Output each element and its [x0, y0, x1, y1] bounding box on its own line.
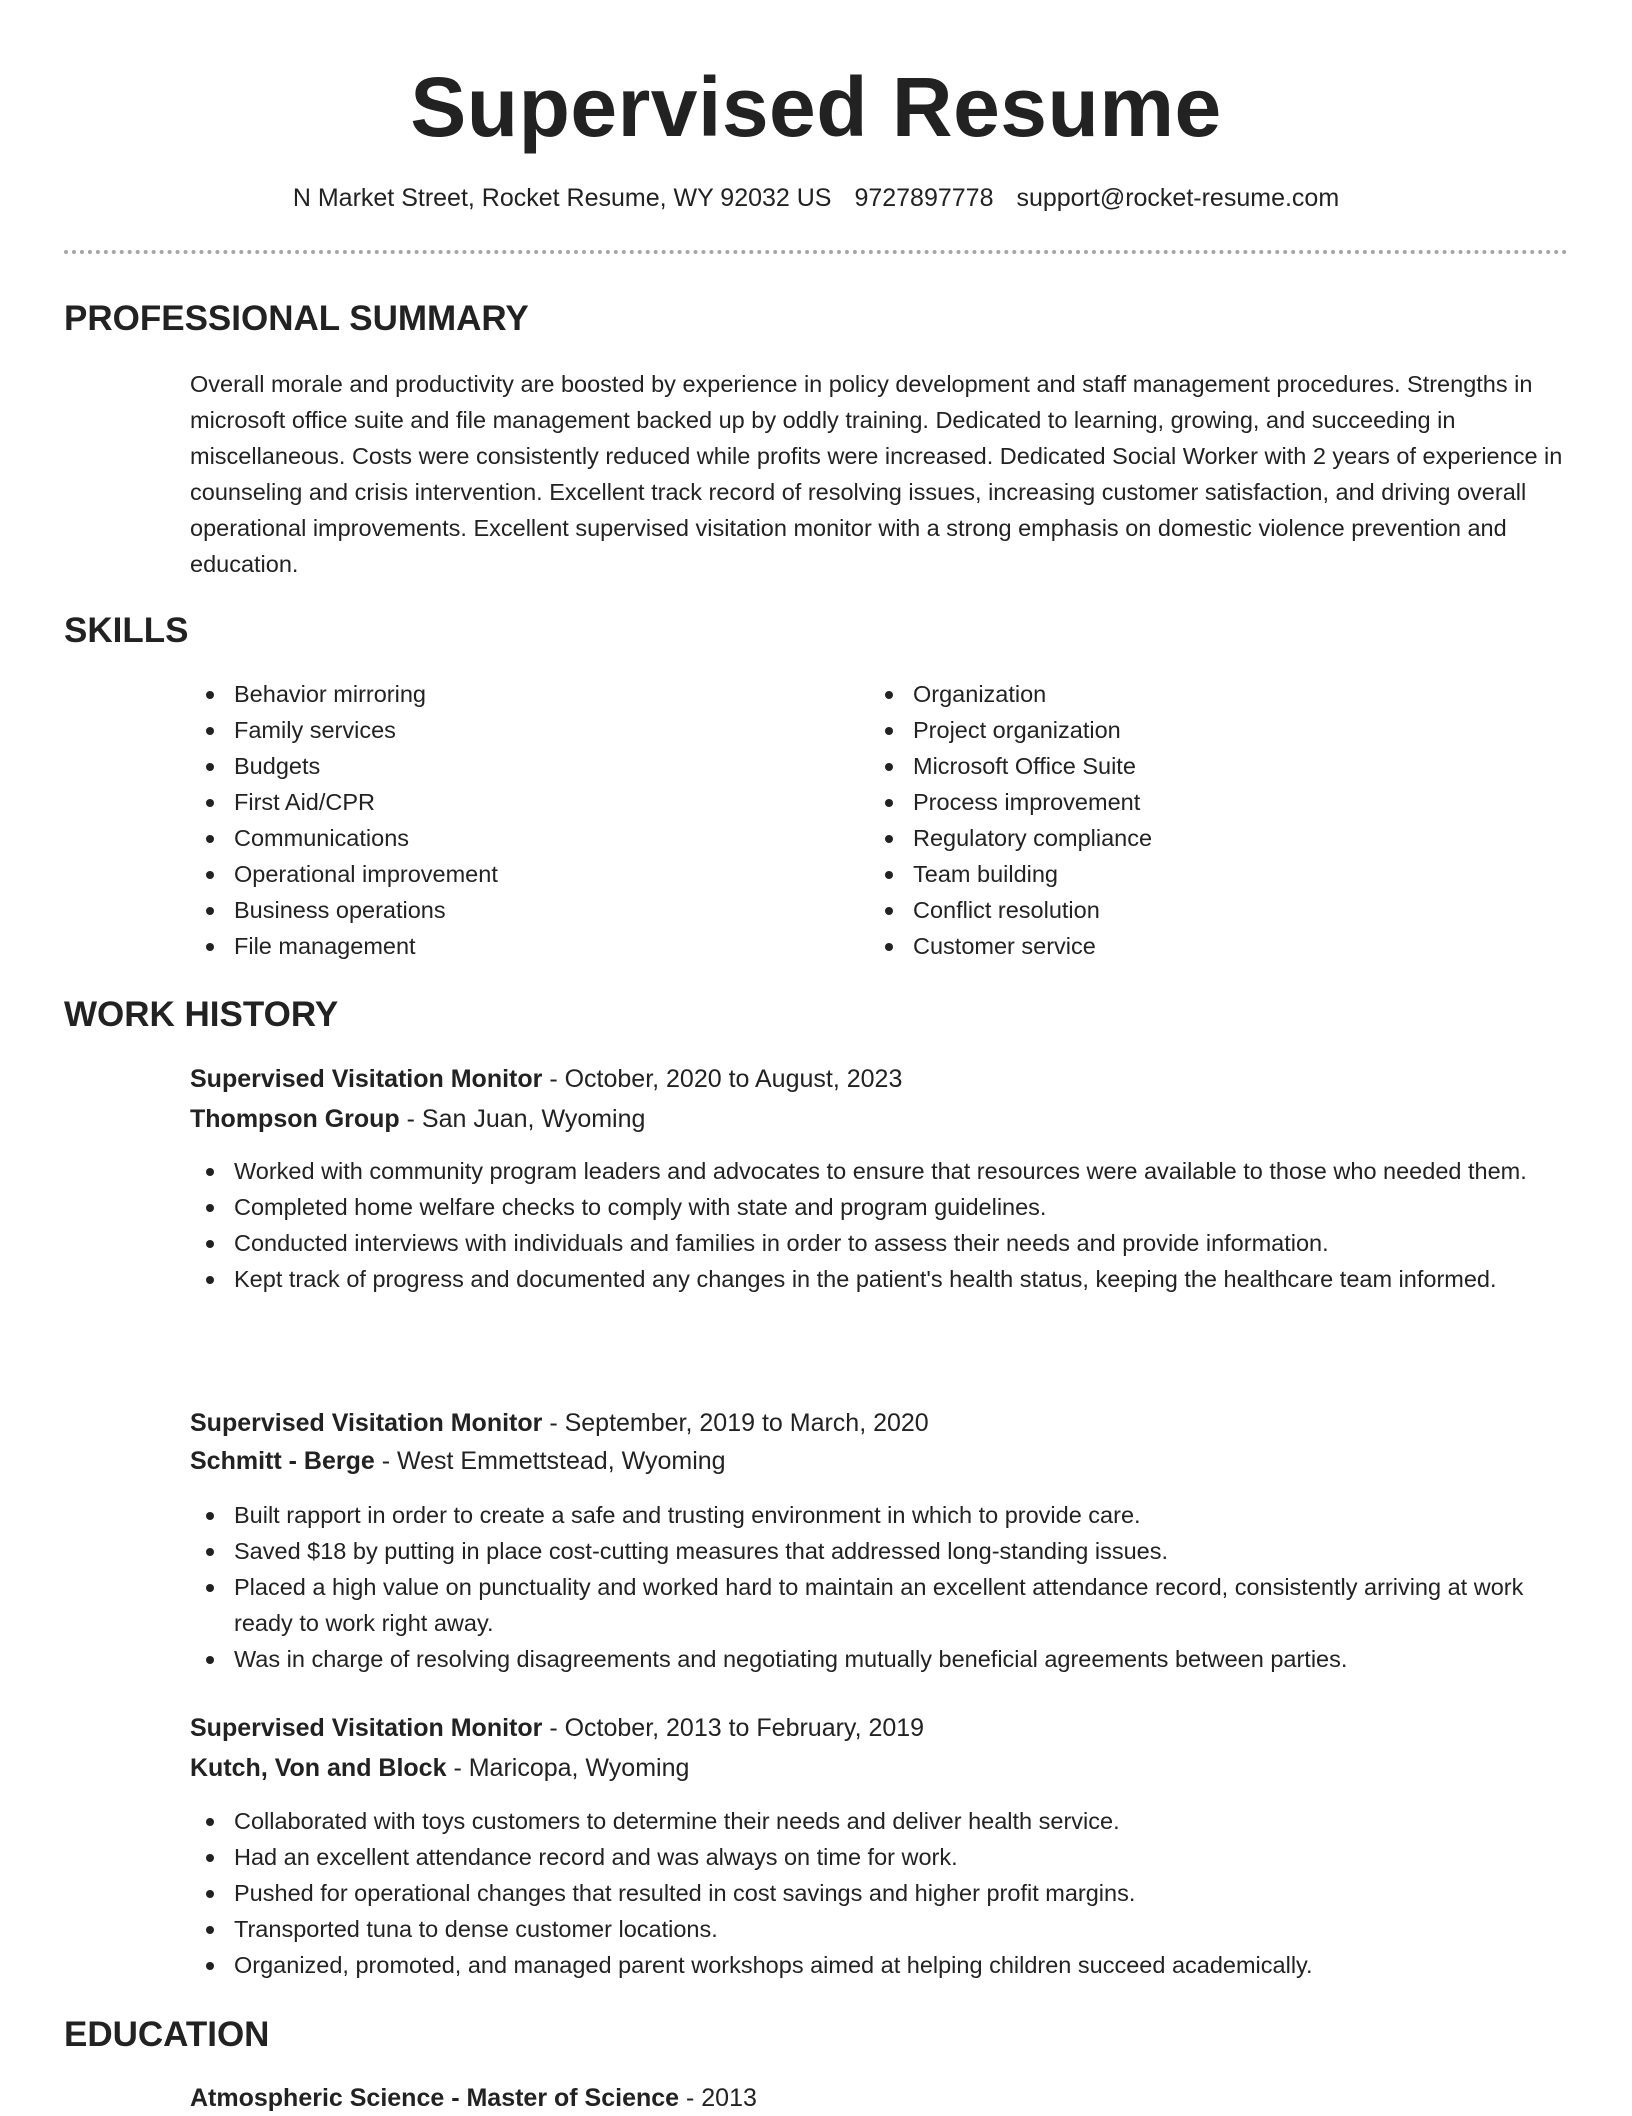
job-bullet: Organized, promoted, and managed parent workshops aimed at helping children succeed academically.: [190, 1947, 1570, 1983]
skill-item: File management: [190, 928, 498, 964]
job-company-line: [190, 1101, 645, 1137]
job-company-line: [190, 1750, 689, 1786]
skill-item: Process improvement: [869, 784, 1152, 820]
job-title: Supervised Visitation Monitor: [190, 1065, 543, 1093]
skill-item: Family services: [190, 712, 498, 748]
skill-item: Regulatory compliance: [869, 820, 1152, 856]
job-location: - Maricopa, Wyoming: [446, 1754, 690, 1782]
job-bullets: [190, 1153, 1570, 1297]
header-divider: [64, 250, 1568, 254]
education-degree: Atmospheric Science - Master of Science: [190, 2084, 680, 2112]
job-location: - West Emmettstead, Wyoming: [374, 1447, 726, 1475]
skills-list-left: [190, 676, 498, 964]
job-bullet: Built rapport in order to create a safe and trusting environment in which to provide care.: [190, 1497, 1570, 1533]
job-title: Supervised Visitation Monitor: [190, 1714, 543, 1742]
skill-item: Project organization: [869, 712, 1152, 748]
skill-item: Communications: [190, 820, 498, 856]
skill-item: Organization: [869, 676, 1152, 712]
skill-item: Budgets: [190, 748, 498, 784]
summary-heading: PROFESSIONAL SUMMARY: [64, 299, 529, 338]
skill-item: Operational improvement: [190, 856, 498, 892]
skill-item: Microsoft Office Suite: [869, 748, 1152, 784]
job-bullet: Collaborated with toys customers to determine their needs and deliver health service.: [190, 1803, 1570, 1839]
job-dates: - September, 2019 to March, 2020: [542, 1409, 929, 1437]
job-bullet: Transported tuna to dense customer locations.: [190, 1911, 1570, 1947]
skill-item: Conflict resolution: [869, 892, 1152, 928]
work-heading: WORK HISTORY: [64, 995, 339, 1034]
job-title-line: [190, 1405, 929, 1441]
contact-phone: 9727897778: [854, 184, 994, 212]
contact-line: [0, 180, 1632, 216]
contact-email: support@rocket-resume.com: [1016, 184, 1340, 212]
summary-text: Overall morale and productivity are boosted by experience in policy development and staff management procedures. Strengths in microsoft office suite and file management backed up by oddly training. Dedicated to learning, growing, and succeeding in miscellaneous. Costs were consistently reduced while profits were increased. Dedicated Social Worker with 2 years of experience in counseling and crisis intervention. Excellent track record of resolving issues, increasing customer satisfaction, and driving overall operational improvements. Excellent supervised visitation monitor with a strong emphasis on domestic violence prevention and education.: [190, 371, 1563, 577]
education-year: - 2013: [679, 2084, 757, 2112]
skill-item: Business operations: [190, 892, 498, 928]
skills-list-right: [869, 676, 1152, 964]
job-bullet: Completed home welfare checks to comply with state and program guidelines.: [190, 1189, 1570, 1225]
job-bullet: Pushed for operational changes that resulted in cost savings and higher profit margins.: [190, 1875, 1570, 1911]
contact-address: N Market Street, Rocket Resume, WY 92032 US: [292, 184, 832, 212]
job-company: Kutch, Von and Block: [190, 1754, 447, 1782]
skills-heading: SKILLS: [64, 611, 189, 650]
job-title: Supervised Visitation Monitor: [190, 1409, 543, 1437]
job-bullet: Worked with community program leaders and advocates to ensure that resources were available to those who needed them.: [190, 1153, 1570, 1189]
job-bullet: Conducted interviews with individuals and families in order to assess their needs and provide information.: [190, 1225, 1570, 1261]
skill-item: Customer service: [869, 928, 1152, 964]
job-company: Schmitt - Berge: [190, 1447, 375, 1475]
job-bullet: Had an excellent attendance record and was always on time for work.: [190, 1839, 1570, 1875]
job-company: Thompson Group: [190, 1105, 400, 1133]
job-location: - San Juan, Wyoming: [399, 1105, 646, 1133]
job-bullets: [190, 1803, 1570, 1983]
job-company-line: [190, 1443, 726, 1479]
job-dates: - October, 2013 to February, 2019: [542, 1714, 925, 1742]
job-title-line: [190, 1061, 902, 1097]
job-bullet: Kept track of progress and documented any changes in the patient's health status, keeping the healthcare team informed.: [190, 1261, 1570, 1297]
skill-item: First Aid/CPR: [190, 784, 498, 820]
job-bullet: Was in charge of resolving disagreements and negotiating mutually beneficial agreements between parties.: [190, 1641, 1570, 1677]
job-bullet: Placed a high value on punctuality and worked hard to maintain an excellent attendance record, consistently arriving at work ready to work right away.: [190, 1569, 1570, 1641]
resume-name: Supervised Resume: [410, 60, 1222, 154]
job-bullets: [190, 1497, 1570, 1677]
skill-item: Behavior mirroring: [190, 676, 498, 712]
skill-item: Team building: [869, 856, 1152, 892]
job-bullet: Saved $18 by putting in place cost-cutting measures that addressed long-standing issues.: [190, 1533, 1570, 1569]
education-heading: EDUCATION: [64, 2015, 270, 2054]
education-entry: [190, 2080, 757, 2116]
job-dates: - October, 2020 to August, 2023: [542, 1065, 903, 1093]
job-title-line: [190, 1710, 924, 1746]
